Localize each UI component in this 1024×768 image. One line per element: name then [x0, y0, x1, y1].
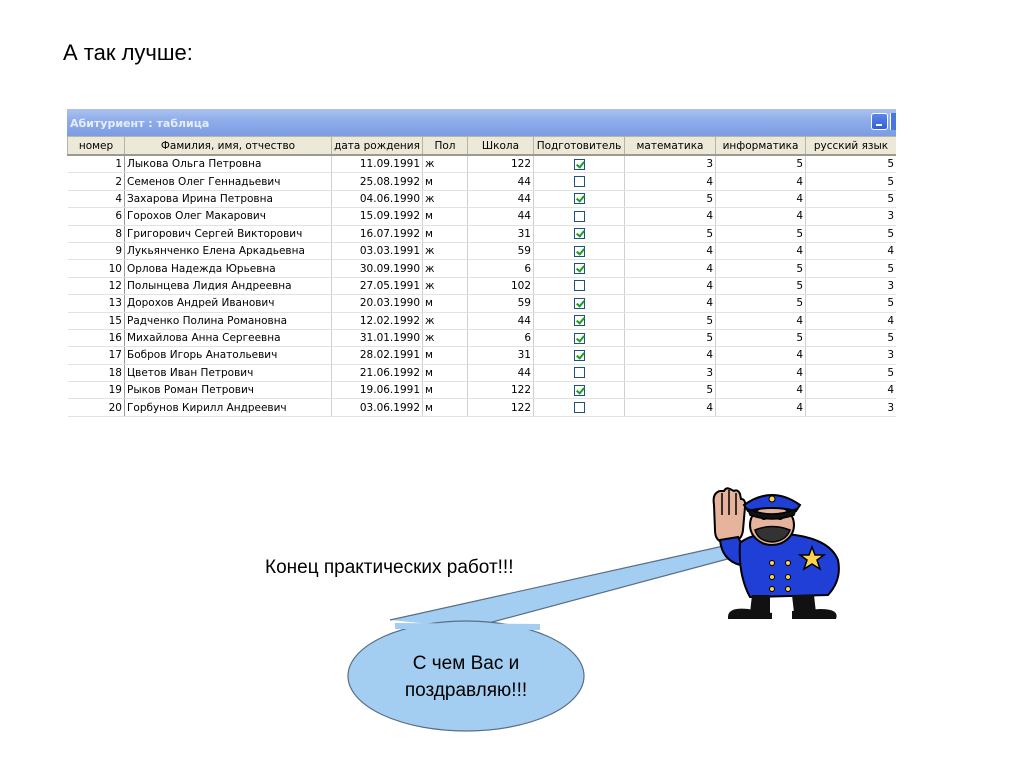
cell-rus[interactable]: 5: [806, 329, 897, 346]
cell-inf[interactable]: 5: [716, 329, 806, 346]
cell-rus[interactable]: 5: [806, 225, 897, 242]
cell-name[interactable]: Григорович Сергей Викторович: [125, 225, 332, 242]
cell-math[interactable]: 5: [625, 225, 716, 242]
cell-math[interactable]: 5: [625, 382, 716, 399]
cell-math[interactable]: 4: [625, 242, 716, 259]
cell-sex[interactable]: м: [423, 347, 468, 364]
cell-inf[interactable]: 4: [716, 190, 806, 207]
column-header[interactable]: Пол: [423, 137, 468, 156]
cell-id[interactable]: 10: [68, 260, 125, 277]
cell-rus[interactable]: 3: [806, 208, 897, 225]
cell-rus[interactable]: 5: [806, 364, 897, 381]
cell-rus[interactable]: 3: [806, 399, 897, 416]
cell-inf[interactable]: 4: [716, 347, 806, 364]
cell-math[interactable]: 5: [625, 329, 716, 346]
cell-sex[interactable]: м: [423, 364, 468, 381]
cell-sex[interactable]: м: [423, 173, 468, 190]
cell-school[interactable]: 44: [468, 208, 534, 225]
cell-school[interactable]: 44: [468, 312, 534, 329]
cell-school[interactable]: 102: [468, 277, 534, 294]
cell-dob[interactable]: 12.02.1992: [332, 312, 423, 329]
bubble-line-1: С чем Вас и: [412, 653, 520, 674]
cell-inf[interactable]: 4: [716, 382, 806, 399]
cell-sex[interactable]: ж: [423, 329, 468, 346]
bubble-line-2: поздравляю!!!: [404, 680, 528, 701]
cell-id[interactable]: 2: [68, 173, 125, 190]
cell-math[interactable]: 4: [625, 173, 716, 190]
cell-school[interactable]: 122: [468, 382, 534, 399]
cell-math[interactable]: 4: [625, 208, 716, 225]
end-text: Конец практических работ!!!: [265, 557, 514, 578]
cell-sex[interactable]: ж: [423, 312, 468, 329]
cell-name[interactable]: Орлова Надежда Юрьевна: [125, 260, 332, 277]
cell-dob[interactable]: 03.06.1992: [332, 399, 423, 416]
cell-rus[interactable]: 5: [806, 190, 897, 207]
cell-dob[interactable]: 25.08.1992: [332, 173, 423, 190]
cell-dob[interactable]: 04.06.1990: [332, 190, 423, 207]
cell-inf[interactable]: 5: [716, 225, 806, 242]
cell-sex[interactable]: м: [423, 382, 468, 399]
cell-id[interactable]: 15: [68, 312, 125, 329]
cell-sex[interactable]: ж: [423, 277, 468, 294]
cell-name[interactable]: Рыков Роман Петрович: [125, 382, 332, 399]
cell-rus[interactable]: 4: [806, 242, 897, 259]
cell-name[interactable]: Горохов Олег Макарович: [125, 208, 332, 225]
cell-sex[interactable]: ж: [423, 242, 468, 259]
cell-inf[interactable]: 4: [716, 364, 806, 381]
column-header[interactable]: Школа: [468, 137, 534, 156]
cell-sex[interactable]: м: [423, 208, 468, 225]
cell-sex[interactable]: ж: [423, 260, 468, 277]
cell-school[interactable]: 31: [468, 225, 534, 242]
cell-id[interactable]: 9: [68, 242, 125, 259]
cell-school[interactable]: 6: [468, 329, 534, 346]
cell-id[interactable]: 8: [68, 225, 125, 242]
cell-id[interactable]: 17: [68, 347, 125, 364]
cell-school[interactable]: 59: [468, 242, 534, 259]
cell-id[interactable]: 12: [68, 277, 125, 294]
cell-dob[interactable]: 03.03.1991: [332, 242, 423, 259]
cell-dob[interactable]: 20.03.1990: [332, 295, 423, 312]
cell-math[interactable]: 4: [625, 399, 716, 416]
cell-inf[interactable]: 4: [716, 399, 806, 416]
bubble-text: [350, 650, 582, 704]
cell-rus[interactable]: 4: [806, 312, 897, 329]
cell-name[interactable]: Полынцева Лидия Андреевна: [125, 277, 332, 294]
cell-school[interactable]: 59: [468, 295, 534, 312]
cell-inf[interactable]: 5: [716, 295, 806, 312]
cell-math[interactable]: 3: [625, 155, 716, 173]
cell-name[interactable]: Лыкова Ольга Петровна: [125, 155, 332, 173]
cell-math[interactable]: 3: [625, 364, 716, 381]
cell-inf[interactable]: 4: [716, 242, 806, 259]
cell-math[interactable]: 5: [625, 312, 716, 329]
cell-id[interactable]: 13: [68, 295, 125, 312]
cell-id[interactable]: 20: [68, 399, 125, 416]
column-header[interactable]: математика: [625, 137, 716, 156]
cell-rus[interactable]: 5: [806, 173, 897, 190]
cell-sex[interactable]: м: [423, 399, 468, 416]
column-header[interactable]: информатика: [716, 137, 806, 156]
cell-dob[interactable]: 27.05.1991: [332, 277, 423, 294]
cell-id[interactable]: 16: [68, 329, 125, 346]
cell-id[interactable]: 6: [68, 208, 125, 225]
column-header[interactable]: номер: [68, 137, 125, 156]
cell-rus[interactable]: 3: [806, 277, 897, 294]
cell-dob[interactable]: 21.06.1992: [332, 364, 423, 381]
cell-dob[interactable]: 28.02.1991: [332, 347, 423, 364]
cell-school[interactable]: 6: [468, 260, 534, 277]
cell-math[interactable]: 4: [625, 277, 716, 294]
cell-dob[interactable]: 31.01.1990: [332, 329, 423, 346]
cell-sex[interactable]: ж: [423, 190, 468, 207]
cell-id[interactable]: 18: [68, 364, 125, 381]
cell-school[interactable]: 31: [468, 347, 534, 364]
cell-school[interactable]: 44: [468, 173, 534, 190]
cell-inf[interactable]: 4: [716, 173, 806, 190]
cell-sex[interactable]: ж: [423, 155, 468, 173]
cell-math[interactable]: 4: [625, 347, 716, 364]
cell-name[interactable]: Михайлова Анна Сергеевна: [125, 329, 332, 346]
cell-school[interactable]: 122: [468, 155, 534, 173]
cell-dob[interactable]: 11.09.1991: [332, 155, 423, 173]
cell-rus[interactable]: 5: [806, 295, 897, 312]
cell-rus[interactable]: 5: [806, 260, 897, 277]
cell-name[interactable]: Бобров Игорь Анатольевич: [125, 347, 332, 364]
cell-name[interactable]: Семенов Олег Геннадьевич: [125, 173, 332, 190]
cell-dob[interactable]: 16.07.1992: [332, 225, 423, 242]
cell-math[interactable]: 4: [625, 260, 716, 277]
cell-name[interactable]: Захарова Ирина Петровна: [125, 190, 332, 207]
cell-dob[interactable]: 19.06.1991: [332, 382, 423, 399]
cell-sex[interactable]: м: [423, 225, 468, 242]
cell-name[interactable]: Цветов Иван Петрович: [125, 364, 332, 381]
window-title: Абитуриент : таблица: [70, 117, 210, 130]
cell-rus[interactable]: 3: [806, 347, 897, 364]
column-header[interactable]: Подготовитель: [534, 137, 625, 156]
slide-title: А так лучше:: [63, 40, 193, 65]
cell-inf[interactable]: 5: [716, 260, 806, 277]
cell-inf[interactable]: 4: [716, 208, 806, 225]
cell-id[interactable]: 4: [68, 190, 125, 207]
column-header[interactable]: русский язык: [806, 137, 897, 156]
cell-id[interactable]: 1: [68, 155, 125, 173]
cell-school[interactable]: 122: [468, 399, 534, 416]
cell-dob[interactable]: 30.09.1990: [332, 260, 423, 277]
column-header[interactable]: Фамилия, имя, отчество: [125, 137, 332, 156]
cell-name[interactable]: Лукьянченко Елена Аркадьевна: [125, 242, 332, 259]
cell-dob[interactable]: 15.09.1992: [332, 208, 423, 225]
cell-inf[interactable]: 5: [716, 155, 806, 173]
cell-sex[interactable]: м: [423, 295, 468, 312]
cell-school[interactable]: 44: [468, 364, 534, 381]
cell-inf[interactable]: 5: [716, 277, 806, 294]
cell-id[interactable]: 19: [68, 382, 125, 399]
cell-rus[interactable]: 5: [806, 155, 897, 173]
cell-math[interactable]: 4: [625, 295, 716, 312]
policeman-icon: [700, 485, 850, 625]
column-header[interactable]: дата рождения: [332, 137, 423, 156]
cell-school[interactable]: 44: [468, 190, 534, 207]
cell-name[interactable]: Дорохов Андрей Иванович: [125, 295, 332, 312]
cell-name[interactable]: Радченко Полина Романовна: [125, 312, 332, 329]
cell-name[interactable]: Горбунов Кирилл Андреевич: [125, 399, 332, 416]
cell-rus[interactable]: 4: [806, 382, 897, 399]
cell-math[interactable]: 5: [625, 190, 716, 207]
cell-inf[interactable]: 4: [716, 312, 806, 329]
